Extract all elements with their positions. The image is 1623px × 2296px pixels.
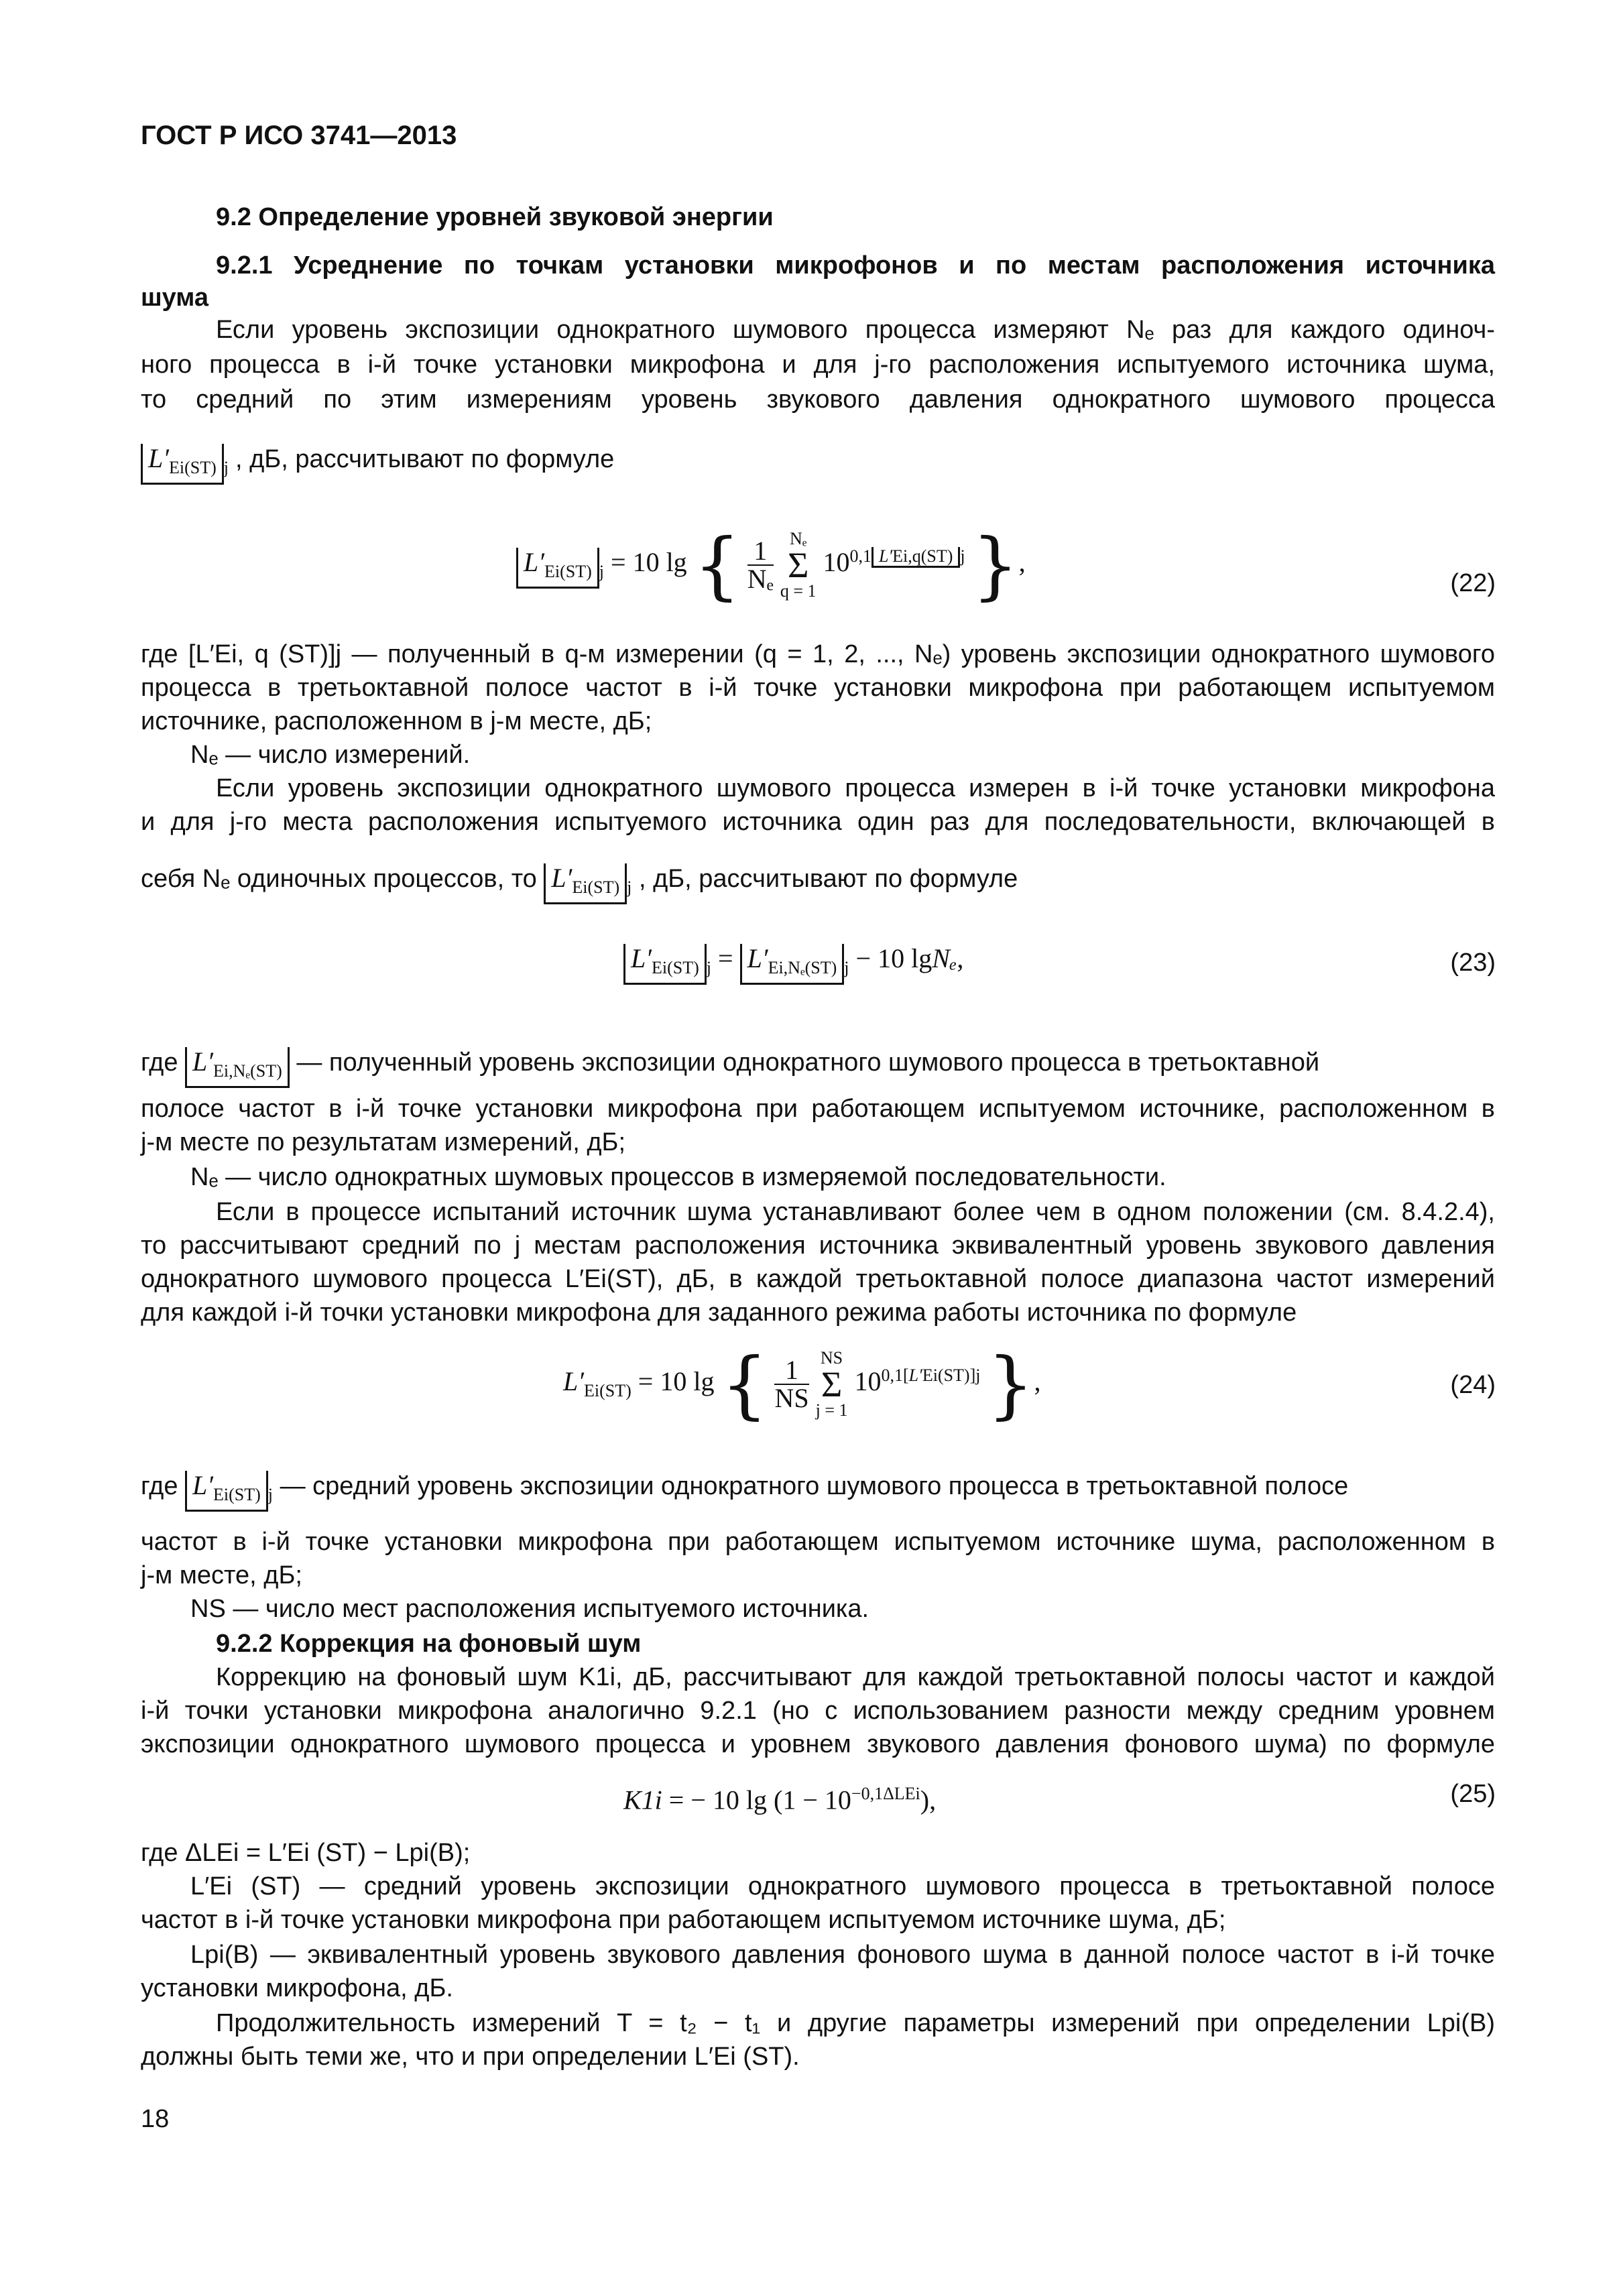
- formula-subscript: Ei(ST): [169, 458, 217, 477]
- inline-formula: [185, 1046, 290, 1081]
- formula-subscript: j: [975, 1365, 981, 1385]
- paragraph-text: себя Nₑ одиночных процессов, то: [141, 865, 537, 893]
- paragraph-text: — средний уровень экспозиции однократного шумового процесса в третьоктавной полосе: [280, 1472, 1349, 1500]
- formula-symbol: L′: [563, 1366, 584, 1397]
- document-header: ГОСТ Р ИСО 3741—2013: [141, 121, 457, 150]
- paragraph-line: j-м месте по результатам измерений, дБ;: [141, 1128, 626, 1156]
- formula-subscript: j: [706, 958, 711, 977]
- formula-25: [623, 1778, 936, 1816]
- paragraph-line: Если уровень экспозиции однократного шумового процесса измерен в i-й точке установки микрофона: [216, 774, 1495, 802]
- formula-term: 10: [823, 547, 850, 578]
- paragraph-text: — полученный уровень экспозиции однократного шумового процесса в третьоктавной: [296, 1048, 1320, 1077]
- paragraph-line: Lpi(B) — эквивалентный уровень звукового давления фонового шума в данной полосе частот в i-й точке: [190, 1941, 1495, 1969]
- left-brace-icon: {: [721, 1341, 768, 1427]
- sigma-icon: Σ: [787, 545, 809, 585]
- paragraph-line: где ΔLEi = L′Ei (ST) − Lpi(B);: [141, 1839, 471, 1867]
- formula-23: [623, 943, 963, 985]
- formula-sum: [780, 530, 817, 601]
- formula-symbol: L′: [631, 943, 652, 973]
- formula-exponent: −0,1ΔLEi: [851, 1784, 920, 1803]
- formula-subscript: Ei(ST): [213, 1485, 261, 1504]
- section-9-2-title: 9.2 Определение уровней звуковой энергии: [216, 203, 774, 231]
- paragraph-line: Продолжительность измерений T = t₂ − t₁ и другие параметры измерений при определении Lpi(B): [216, 2009, 1495, 2037]
- sum-upper: Nₑ: [789, 529, 807, 548]
- fraction-numerator: 1: [774, 1357, 808, 1385]
- formula-subscript: j: [627, 878, 632, 897]
- paragraph-line: частот в i-й точке установки микрофона при работающем испытуемом источнике шума, дБ;: [141, 1906, 1226, 1934]
- formula-sum: [816, 1349, 848, 1420]
- equation-number: (24): [1450, 1371, 1496, 1399]
- formula-subscript: Ei(ST): [652, 958, 699, 977]
- paragraph-line: Если в процессе испытаний источник шума устанавливают более чем в одном положении (см. 8.4.2.4),: [216, 1198, 1495, 1226]
- formula-exponent: [850, 546, 965, 566]
- sigma-icon: Σ: [821, 1364, 843, 1404]
- formula-subscript: Ei,Nₑ(ST): [768, 958, 837, 977]
- paragraph-line: Nₑ — число измерений.: [190, 741, 471, 769]
- formula-subscript: j: [223, 458, 229, 477]
- formula-operator: =: [638, 1366, 654, 1397]
- paragraph-line-with-formula: [141, 862, 1495, 904]
- formula-punct: ,: [1018, 547, 1026, 578]
- fraction-denominator: Nₑ: [747, 564, 774, 594]
- formula-subscript: Ei(ST): [584, 1381, 632, 1401]
- paragraph-line: для каждой i-й точки установки микрофона для заданного режима работы источника по формуле: [141, 1298, 1297, 1327]
- formula-term: 10: [854, 1366, 882, 1397]
- equation-number: (23): [1450, 949, 1496, 977]
- paragraph-line: то средний по этим измерениям уровень звукового давления однократного шумового процесса: [141, 385, 1495, 414]
- formula-term: − 10 lg: [855, 943, 933, 973]
- formula-symbol: L′: [148, 443, 169, 473]
- formula-symbol: K1i: [623, 1785, 662, 1815]
- formula-symbol: L′: [192, 1470, 214, 1500]
- formula-subscript: j: [844, 958, 849, 977]
- equation-number: (22): [1450, 569, 1496, 597]
- formula-symbol: Nₑ: [932, 943, 957, 973]
- formula-24: [563, 1341, 1041, 1427]
- formula-subscript: j: [960, 546, 965, 566]
- formula-operator: =: [611, 547, 626, 578]
- inline-formula: [141, 443, 235, 477]
- paragraph-text: , дБ, рассчитывают по формуле: [235, 445, 615, 473]
- inline-formula: [185, 1470, 274, 1504]
- formula-operator: =: [718, 943, 733, 973]
- formula-fraction: [774, 1357, 808, 1412]
- section-9-2-1-title-cont: шума: [141, 284, 209, 312]
- paragraph-line-with-formula: [141, 1469, 1495, 1512]
- paragraph-line: экспозиции однократного шумового процесса и уровнем звукового давления фонового шума) по формуле: [141, 1730, 1495, 1758]
- formula-symbol: L′: [192, 1046, 214, 1077]
- formula-exponent: 0,1[L′Ei(ST)]j: [881, 1365, 981, 1385]
- paragraph-line: однократного шумового процесса L′Ei(ST), дБ, в каждой третьоктавной полосе диапазона частот измерений: [141, 1265, 1495, 1293]
- formula-subscript: Ei(ST): [572, 878, 620, 897]
- formula-subscript: Ei,Nₑ(ST): [213, 1061, 282, 1081]
- formula-term: = − 10 lg (1 − 10: [668, 1785, 851, 1815]
- paragraph-line: источнике, расположенном в j-м месте, дБ;: [141, 707, 652, 735]
- right-brace-icon: }: [971, 522, 1019, 608]
- formula-subscript: j: [599, 562, 604, 582]
- exponent-prefix: 0,1: [881, 1365, 903, 1385]
- page-number: 18: [141, 2105, 170, 2133]
- formula-subscript: Ei,q(ST): [892, 546, 953, 566]
- sum-lower: j = 1: [815, 1400, 848, 1420]
- formula-term: 10 lg: [632, 547, 687, 578]
- formula-symbol: L′: [908, 1365, 922, 1385]
- paragraph-line: i-й точки установки микрофона аналогично 9.2.1 (но с использованием разности между средним уровнем: [141, 1697, 1495, 1725]
- paragraph-text: где: [141, 1048, 178, 1077]
- paragraph-line: где [L′Ei, q (ST)]j — полученный в q-м измерении (q = 1, 2, ..., Nₑ) уровень экспозиции однократного шумового: [141, 640, 1495, 668]
- formula-symbol: L′: [524, 547, 544, 578]
- formula-punct: ,: [1034, 1366, 1041, 1397]
- formula-subscript: j: [267, 1485, 274, 1504]
- paragraph-line: частот в i-й точке установки микрофона при работающем испытуемом источнике шума, расположенном в: [141, 1528, 1495, 1556]
- paragraph-line-with-formula: [141, 442, 1495, 485]
- formula-symbol: L′: [747, 943, 768, 973]
- equation-number: (25): [1450, 1780, 1496, 1808]
- paragraph-text: , дБ, рассчитывают по формуле: [638, 865, 1018, 893]
- right-brace-icon: }: [987, 1341, 1034, 1427]
- section-9-2-1-title: 9.2.1 Усреднение по точкам установки микрофонов и по местам расположения источника: [216, 251, 1495, 280]
- paragraph-line: полосе частот в i-й точке установки микрофона при работающем испытуемом источнике, расположенном в: [141, 1095, 1495, 1123]
- formula-symbol: L′: [879, 546, 893, 566]
- sum-lower: q = 1: [780, 581, 817, 601]
- formula-punct: ,: [957, 943, 964, 973]
- formula-subscript: Ei(ST): [922, 1365, 970, 1385]
- formula-symbol: L′: [551, 863, 573, 893]
- formula-subscript: Ei(ST): [544, 562, 592, 582]
- paragraph-line: j-м месте, дБ;: [141, 1561, 302, 1589]
- paragraph-line: Если уровень экспозиции однократного шумового процесса измеряют Nₑ раз для каждого одиноч-: [216, 316, 1495, 344]
- left-brace-icon: {: [693, 522, 741, 608]
- formula-fraction: [747, 538, 774, 593]
- formula-term: 10 lg: [660, 1366, 715, 1397]
- paragraph-line: L′Ei (ST) — средний уровень экспозиции однократного шумового процесса в третьоктавной полосе: [190, 1872, 1495, 1900]
- section-9-2-2-title: 9.2.2 Коррекция на фоновый шум: [216, 1630, 642, 1658]
- paragraph-line: Коррекцию на фоновый шум K1i, дБ, рассчитывают для каждой третьоктавной полосы частот и каждой: [216, 1663, 1495, 1691]
- exponent-prefix: 0,1: [849, 546, 871, 566]
- formula-punct: ),: [920, 1785, 937, 1815]
- paragraph-line: ного процесса в i-й точке установки микрофона и для j-го расположения испытуемого источника шума,: [141, 351, 1495, 379]
- formula-22: [516, 522, 1026, 608]
- fraction-denominator: NS: [774, 1383, 809, 1413]
- paragraph-text: где: [141, 1472, 178, 1500]
- paragraph-line: должны быть теми же, что и при определении L′Ei (ST).: [141, 2043, 800, 2071]
- paragraph-line: процесса в третьоктавной полосе частот в i-й точке установки микрофона при работающем испытуемом: [141, 674, 1495, 702]
- paragraph-line-with-formula: [141, 1046, 1495, 1088]
- paragraph-line: то рассчитывают средний по j местам расположения источника эквивалентный уровень звукового давления: [141, 1231, 1495, 1260]
- sum-upper: NS: [820, 1348, 843, 1368]
- paragraph-line: установки микрофона, дБ.: [141, 1974, 453, 2002]
- inline-formula: [544, 863, 632, 897]
- paragraph-line: и для j-го места расположения испытуемого источника один раз для последовательности, включающей в: [141, 808, 1495, 836]
- paragraph-line: NS — число мест расположения испытуемого источника.: [190, 1595, 869, 1623]
- fraction-numerator: 1: [747, 538, 774, 566]
- paragraph-line: Nₑ — число однократных шумовых процессов в измеряемой последовательности.: [190, 1163, 1166, 1191]
